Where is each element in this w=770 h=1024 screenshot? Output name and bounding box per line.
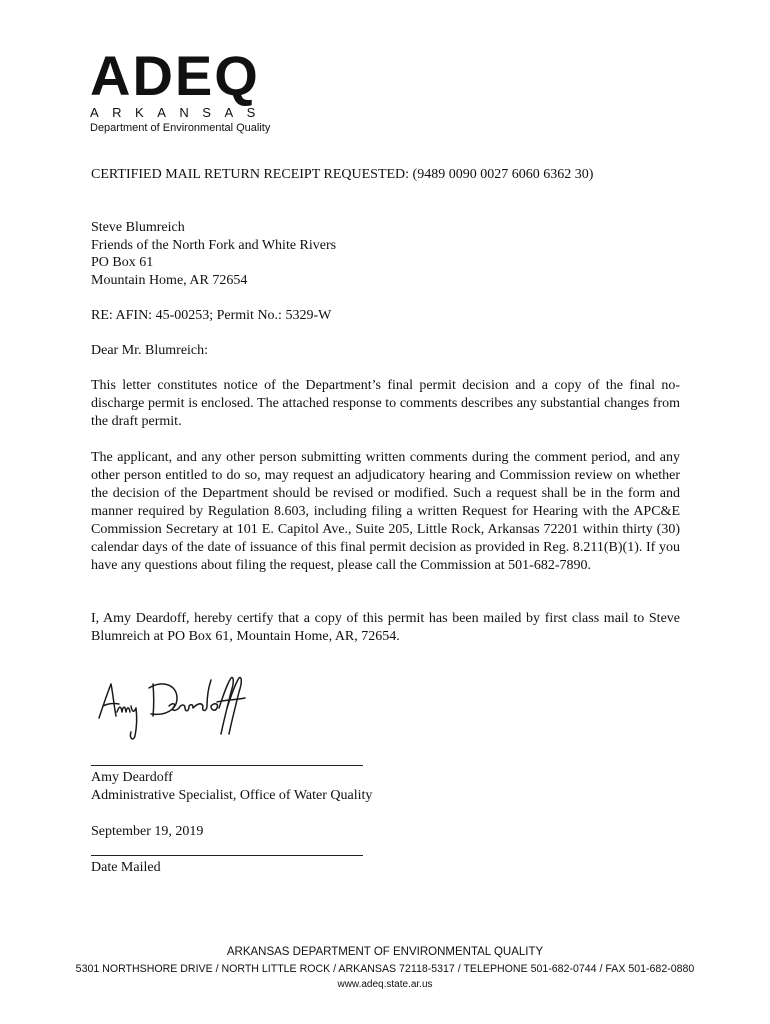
recipient-city-state-zip: Mountain Home, AR 72654 [91, 272, 248, 288]
recipient-address [91, 219, 336, 289]
date-mailed-value: September 19, 2019 [91, 824, 204, 839]
body-paragraph-hearing: The applicant, and any other person submitting written comments during the comment period, and any other person entitled to do so, may request an adjudicatory hearing and Commission review on whether the decision of the Department should be revised or modified. Such a request shall be in the form and manner required by Regulation 8.603, including filing a written Request for Hearing with the APC&E Commission Secretary at 101 E. Capitol Ave., Suite 205, Little Rock, Arkansas 72201 within thirty (30) calendar days of the date of issuance of this final permit decision as provided in Reg. 8.211(B)(1). If you have any questions about filing the request, please call the Commission at 501-682-7890. [91, 450, 680, 573]
recipient-po-box: PO Box 61 [91, 255, 154, 270]
date-line [91, 855, 363, 856]
footer-agency: ARKANSAS DEPARTMENT OF ENVIRONMENTAL QUALITY [226, 946, 544, 958]
logo-department: Department of Environmental Quality [90, 122, 271, 134]
signer-title: Administrative Specialist, Office of Water Quality [91, 788, 373, 803]
body-paragraph-notice: This letter constitutes notice of the Department’s final permit decision and a copy of the final no-discharge permit is enclosed. The attached response to comments describes any substantial changes from the draft permit. [91, 378, 680, 429]
re-line: RE: AFIN: 45-00253; Permit No.: 5329-W [91, 308, 332, 323]
salutation: Dear Mr. Blumreich: [91, 343, 209, 358]
recipient-name: Steve Blumreich [91, 220, 185, 235]
adeq-logo [90, 44, 300, 138]
body-paragraph-certification: I, Amy Deardoff, hereby certify that a copy of this permit has been mailed by first class mail to Steve Blumreich at PO Box 61, Mountain Home, AR, 72654. [91, 611, 680, 644]
footer-website: www.adeq.state.ar.us [337, 979, 433, 990]
signature-line [91, 765, 363, 766]
logo-wordmark: ADEQ [90, 44, 260, 107]
date-mailed-label: Date Mailed [91, 860, 161, 875]
signer-name: Amy Deardoff [91, 770, 173, 785]
recipient-organization: Friends of the North Fork and White Rivers [91, 237, 337, 253]
logo-state: ARKANSAS [90, 105, 269, 120]
certified-mail-line: CERTIFIED MAIL RETURN RECEIPT REQUESTED: (9489 0090 0027 6060 6362 30) [91, 167, 594, 182]
footer-address: 5301 NORTHSHORE DRIVE / NORTH LITTLE ROCK / ARKANSAS 72118-5317 / TELEPHONE 501-682-0744 / FAX 501-682-0880 [75, 963, 695, 975]
handwritten-signature [93, 672, 263, 744]
